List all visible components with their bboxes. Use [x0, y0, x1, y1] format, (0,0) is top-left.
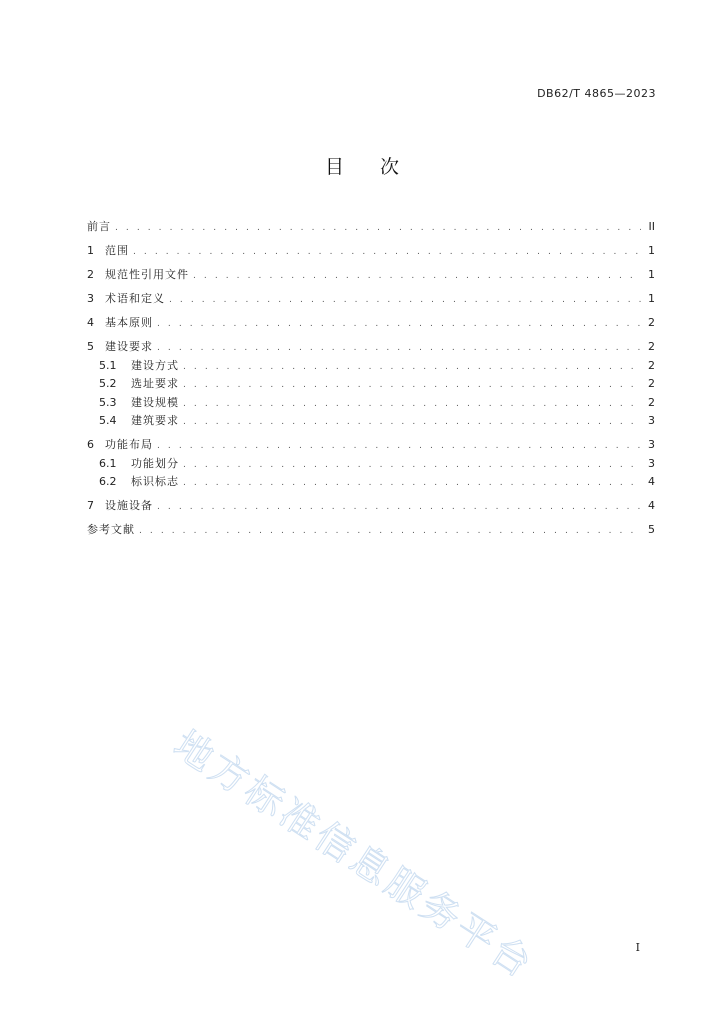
toc-entry-page: 2: [648, 395, 655, 409]
toc-entry-page: 4: [648, 475, 655, 488]
toc-entry-number: 5.4: [99, 414, 117, 427]
toc-entry-number: 3: [87, 292, 94, 305]
toc-entry-page: 1: [648, 244, 655, 257]
toc-entry[interactable]: [87, 412, 655, 431]
toc-entry-number: 5: [87, 340, 94, 353]
toc-leader-dots: [183, 376, 641, 395]
toc-entry-number: 4: [87, 316, 94, 329]
toc-entry-label: 建设要求: [105, 340, 153, 353]
toc-entry[interactable]: [87, 436, 655, 455]
toc-entry-label: 术语和定义: [105, 292, 165, 305]
toc-leader-dots: [157, 498, 641, 517]
toc-entry[interactable]: [87, 497, 655, 516]
standard-code: DB62/T 4865—2023: [537, 87, 656, 100]
toc-entry-number: 5.2: [99, 377, 117, 390]
toc-entry-label: 功能布局: [105, 438, 153, 451]
toc-entry-page: 1: [648, 268, 655, 281]
toc-leader-dots: [183, 358, 641, 377]
toc-leader-dots: [183, 474, 641, 493]
toc-entry-number: 7: [87, 499, 94, 512]
toc-entry-label: 参考文献: [87, 523, 135, 536]
toc-leader-dots: [139, 522, 641, 541]
toc-entry-number: 6: [87, 438, 94, 451]
toc-entry[interactable]: [87, 455, 655, 474]
toc-entry[interactable]: [87, 338, 655, 357]
toc-entry[interactable]: [87, 521, 655, 540]
toc-entry[interactable]: [87, 218, 655, 237]
toc-entry-label: 建筑要求: [131, 414, 179, 427]
toc-entry-page: 3: [648, 414, 655, 427]
toc-leader-dots: [115, 219, 641, 238]
toc-entry-page: 2: [648, 340, 655, 353]
toc-entry-label: 前言: [87, 220, 111, 233]
toc-entry-number: 5.1: [99, 358, 117, 372]
toc-leader-dots: [183, 413, 641, 432]
toc-entry[interactable]: [87, 473, 655, 492]
toc-leader-dots: [183, 395, 641, 414]
page-number: I: [635, 941, 640, 954]
page-title: 目次: [324, 156, 435, 178]
toc-entry-label: 选址要求: [131, 377, 179, 390]
toc-leader-dots: [157, 339, 641, 358]
toc-entry-label: 建设规模: [131, 395, 179, 409]
toc-entry-number: 6.2: [99, 475, 117, 488]
toc-leader-dots: [157, 437, 641, 456]
toc-entry-page: 2: [648, 358, 655, 372]
toc-entry-label: 功能划分: [131, 456, 179, 470]
toc-entry-number: 5.3: [99, 395, 117, 409]
toc-entry-number: 6.1: [99, 456, 117, 470]
toc-entry-number: 2: [87, 268, 94, 281]
toc-entry-label: 标识标志: [131, 475, 179, 488]
toc-entry-page: 3: [648, 438, 655, 451]
toc-leader-dots: [157, 315, 641, 334]
toc-entry[interactable]: [87, 242, 655, 261]
toc-entry-page: 2: [648, 316, 655, 329]
toc-leader-dots: [133, 243, 641, 262]
toc-entry-label: 规范性引用文件: [105, 268, 189, 281]
toc-leader-dots: [193, 267, 641, 286]
toc-leader-dots: [169, 291, 641, 310]
toc-entry-page: 2: [648, 377, 655, 390]
table-of-contents: [87, 218, 655, 540]
toc-entry-page: 4: [648, 499, 655, 512]
toc-entry[interactable]: [87, 375, 655, 394]
toc-entry[interactable]: [87, 394, 655, 413]
toc-entry-number: 1: [87, 244, 94, 257]
toc-entry-label: 范围: [105, 244, 129, 257]
toc-entry-label: 建设方式: [131, 358, 179, 372]
toc-entry-label: 设施设备: [105, 499, 153, 512]
toc-entry-page: 5: [648, 523, 655, 536]
toc-entry[interactable]: [87, 357, 655, 376]
toc-entry[interactable]: [87, 290, 655, 309]
toc-entry-page: II: [648, 220, 655, 233]
toc-entry-page: 1: [648, 292, 655, 305]
toc-leader-dots: [183, 456, 641, 475]
toc-entry-page: 3: [648, 456, 655, 470]
toc-entry-label: 基本原则: [105, 316, 153, 329]
toc-entry[interactable]: [87, 314, 655, 333]
watermark: 地方标准信息服务平台: [166, 721, 543, 988]
toc-entry[interactable]: [87, 266, 655, 285]
